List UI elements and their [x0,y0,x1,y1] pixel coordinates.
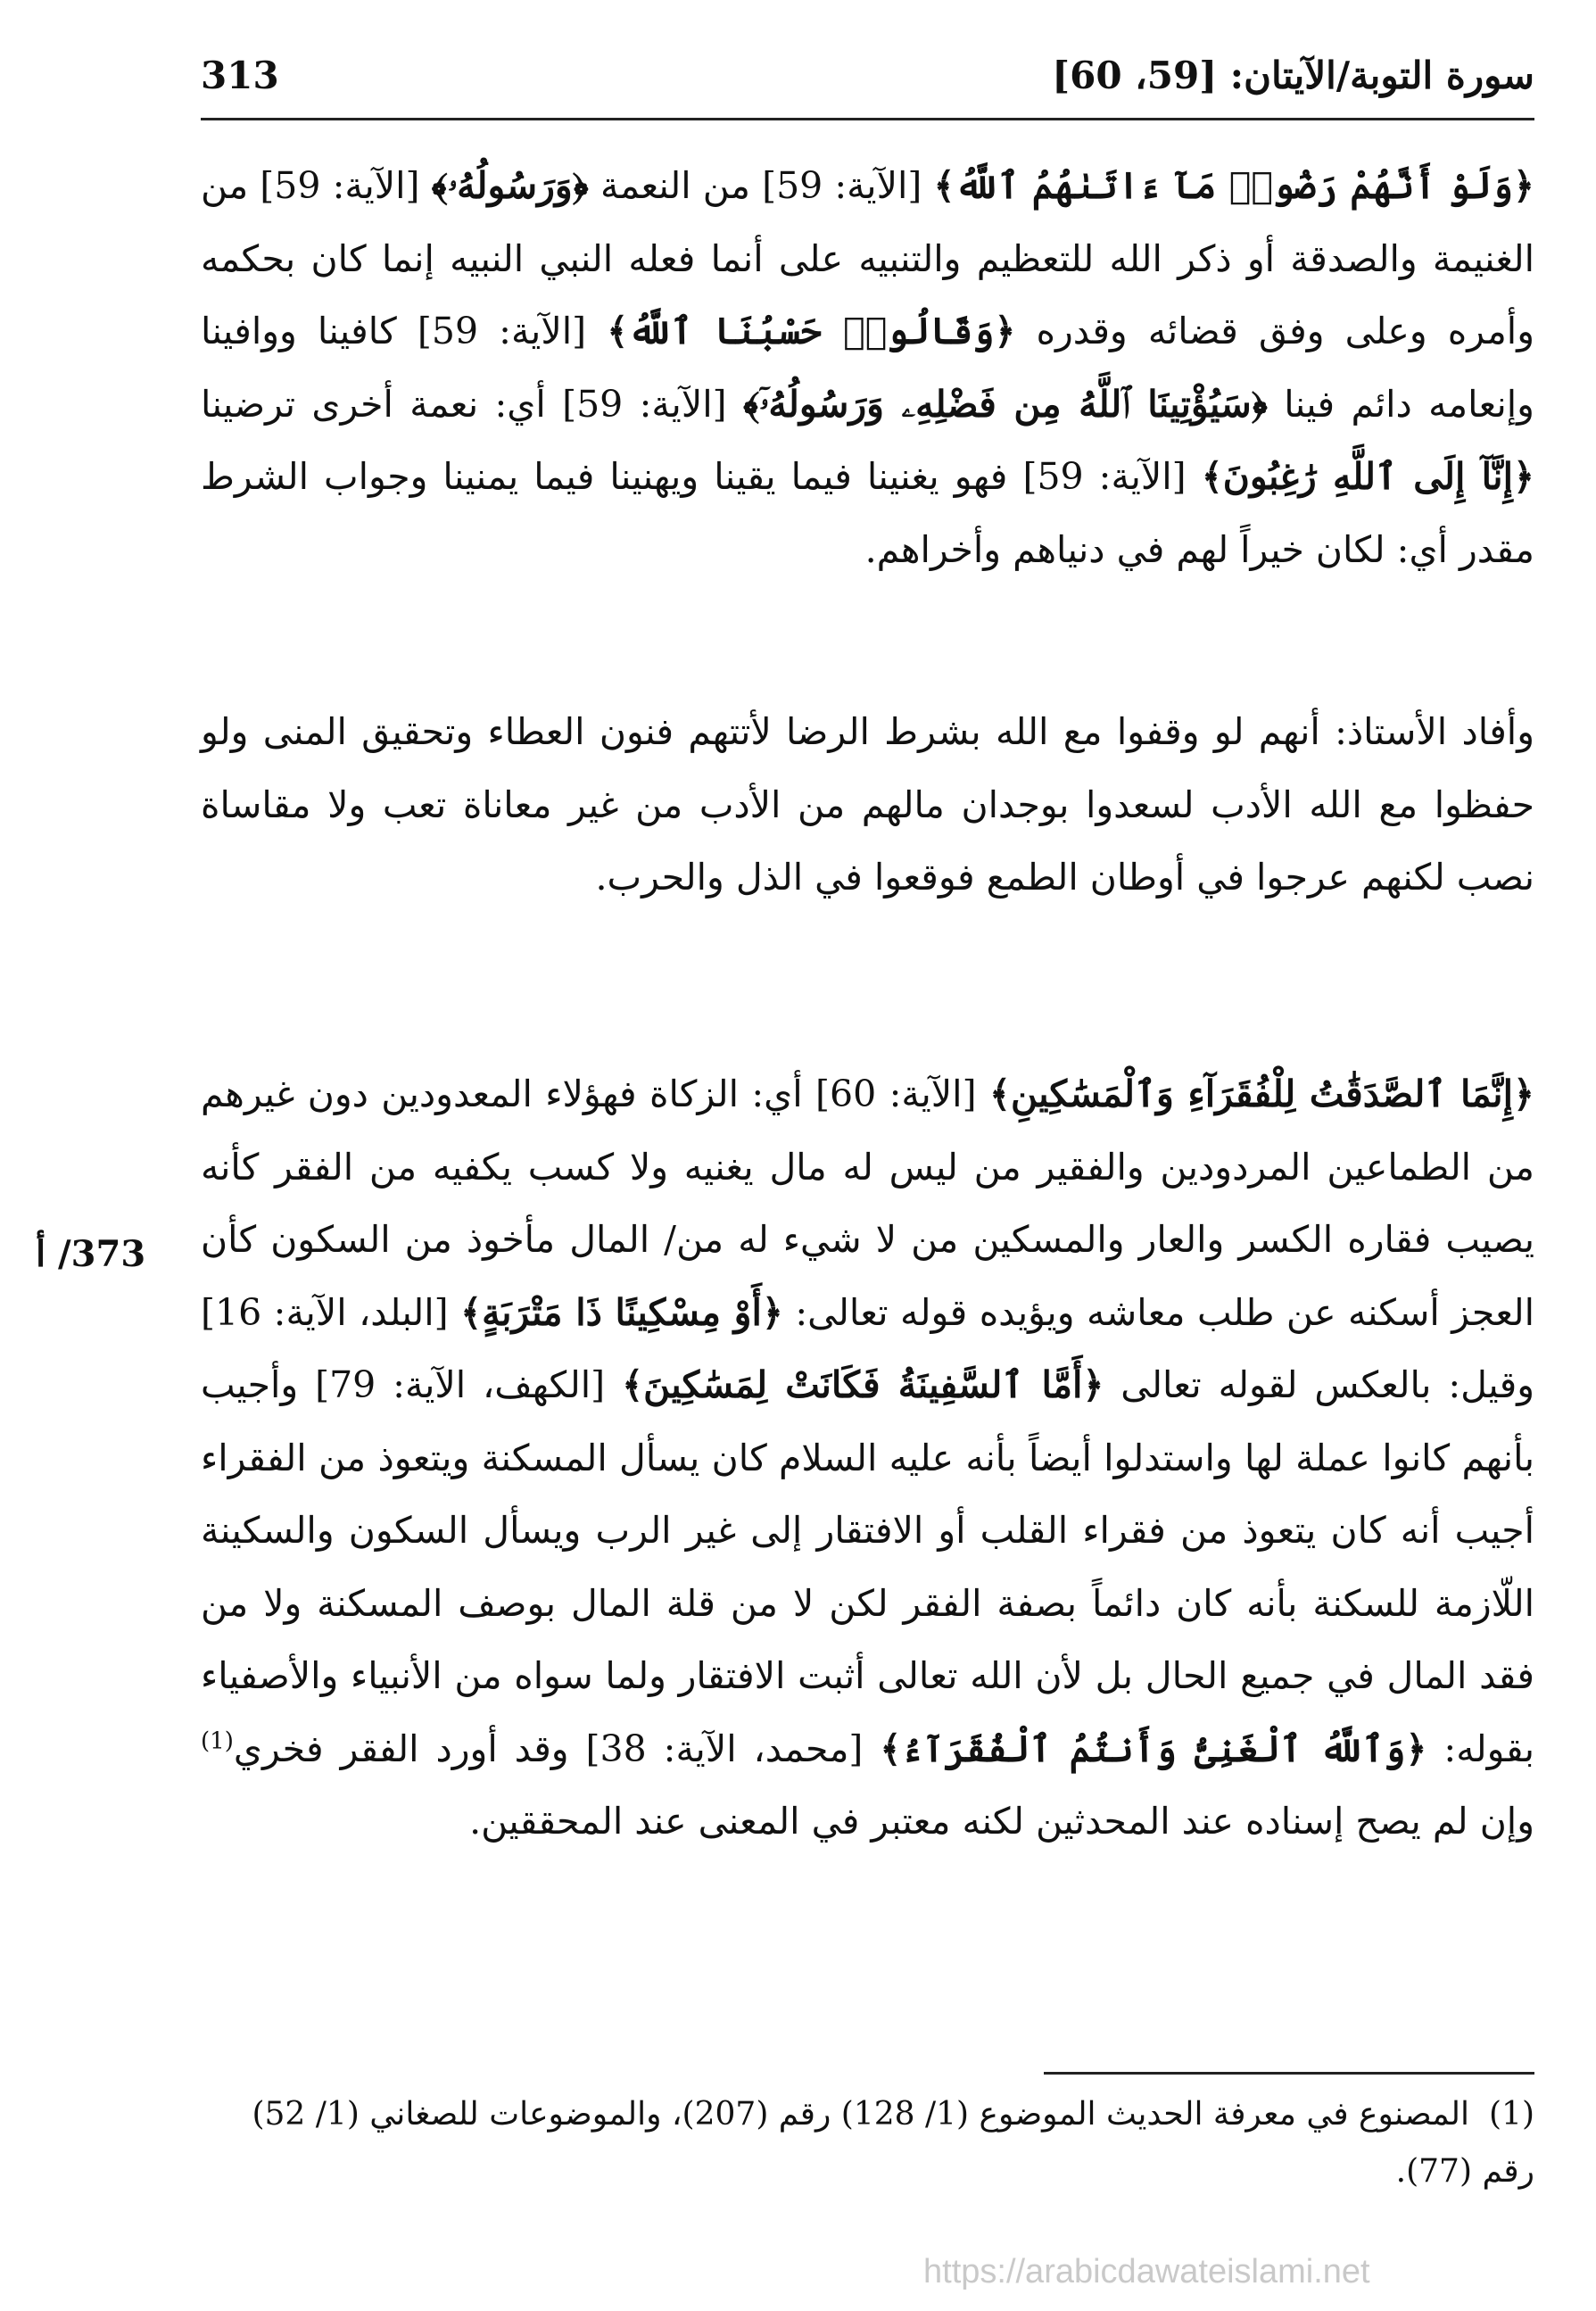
footnote-reference[interactable]: (1) [201,1727,234,1754]
commentary-text: وإن لم يصح إسناده عند المحدثين لكنه معتبر في المعنى عند المحققين. [469,1800,1534,1843]
footnote [201,2086,1534,2200]
commentary-text: [محمد، الآية: 38] وقد أورد الفقر فخري [233,1727,881,1770]
commentary-text: [الآية: 59] فهو يغنينا فيما يقينا ويهنينا فيما يمنينا وجواب الشرط مقدر أي: لكان خيراً لهم في دنياهم وأخراهم. [201,455,1534,571]
running-title: سورة التوبة/الآيتان: [59، 60] [1052,54,1534,97]
commentary-text: [الآية: 59] من الغنيمة والصدقة أو ذكر الله للتعظيم والتنبيه على أنما فعله النبي النبيه إنما كان بحكمه وأمره وعلى وفق قضائه وقدره [201,164,1535,352]
quran-quote: ﴿إِنَّآ إِلَى ٱللَّهِ رَٰغِبُونَ﴾ [1201,455,1534,498]
footnote-text: المصنوع في معرفة الحديث الموضوع (1/ 128) رقم (207)، والموضوعات للصغاني (1/ 52) رقم (77). [252,2096,1534,2190]
page-header [201,46,1534,118]
commentary-text: [الآية: 60] أي: الزكاة فهؤلاء المعدودين دون غيرهم من الطماعين المردودين والفقير من ليس له مال يغنيه ولا كسب يكفيه من الفقر كأنه يصيب فقاره الكسر والعار والمسكين من لا شيء له من/ المال مأخوذ من السكون كأن العجز أسكنه عن طلب معاشه ويؤيده قوله تعالى: [201,1073,1534,1334]
quran-quote: ﴿وَلَوْ أَنَّهُمْ رَضُوا۟ مَآ ءَاتَىٰهُمُ ٱللَّهُ﴾ [933,164,1534,207]
quran-quote: ﴿أَمَّا ٱلسَّفِينَةُ فَكَانَتْ لِمَسَٰكِينَ﴾ [622,1363,1104,1406]
commentary-text: [الآية: 59] من النعمة [588,164,934,207]
header-divider [201,118,1534,120]
footnote-marker: (1) [1489,2096,1534,2133]
quran-quote: ﴿وَرَسُولُهُۥ﴾ [431,164,589,207]
quran-quote: ﴿أَوْ مِسْكِينًا ذَا مَتْرَبَةٍ﴾ [460,1290,783,1334]
footnote-divider [1044,2072,1534,2075]
quran-quote: ﴿وَٱللَّهُ ٱلْغَنِىُّ وَأَنتُمُ ٱلْفُقَرَآءُ﴾ [880,1727,1427,1770]
paragraph-3 [201,1058,1534,1859]
commentary-text: [البلد، الآية: 16] وقيل: بالعكس لقوله تعالى [201,1290,1535,1406]
quran-quote: ﴿سَيُؤْتِينَا ٱللَّهُ مِن فَضْلِهِۦ وَرَسُولُهُۥٓ﴾ [742,382,1268,426]
quran-quote: ﴿وَقَالُوا۟ حَسْبُنَا ٱللَّهُ﴾ [607,310,1016,352]
manuscript-folio-note: 373/ أ [36,1233,146,1275]
quran-quote: ﴿إِنَّمَا ٱلصَّدَقَٰتُ لِلْفُقَرَآءِ وَٱلْمَسَٰكِينِ﴾ [988,1073,1534,1115]
page-number: 313 [201,54,279,97]
commentary-text: [الكهف، الآية: 79] وأجيب بأنهم كانوا عملة لها واستدلوا أيضاً بأنه عليه السلام كان يسأل المسكنة ويتعوذ من الفقراء أجيب أنه كان يتعوذ من فقراء القلب أو الافتقار إلى غير الرب ويسأل السكون والسكينة اللّازمة للسكنة بأنه كان دائماً بصفة الفقر لكن لا من قلة المال بوصف المسكنة ولا من فقد المال في جميع الحال بل لأن الله تعالى أثبت الافتقار ولما سواه من الأنبياء والأصفياء بقوله: [201,1363,1535,1770]
paragraph-1 [201,150,1534,586]
commentary-text: [الآية: 59] أي: نعمة أخرى ترضينا [201,382,743,426]
commentary-text: [الآية: 59] كافينا ووافينا وإنعامه دائم فينا [201,310,1534,426]
watermark-url: https://arabicdawateislami.net [923,2253,1370,2290]
paragraph-2: وأفاد الأستاذ: أنهم لو وقفوا مع الله بشرط الرضا لأتتهم فنون العطاء وتحقيق المنى ولو حفظوا مع الله الأدب لسعدوا بوجدان مالهم من الأدب من غير معاناة تعب ولا مقاساة نصب لكنهم عرجوا في أوطان الطمع فوقعوا في الذل والحرب. [201,710,1534,899]
